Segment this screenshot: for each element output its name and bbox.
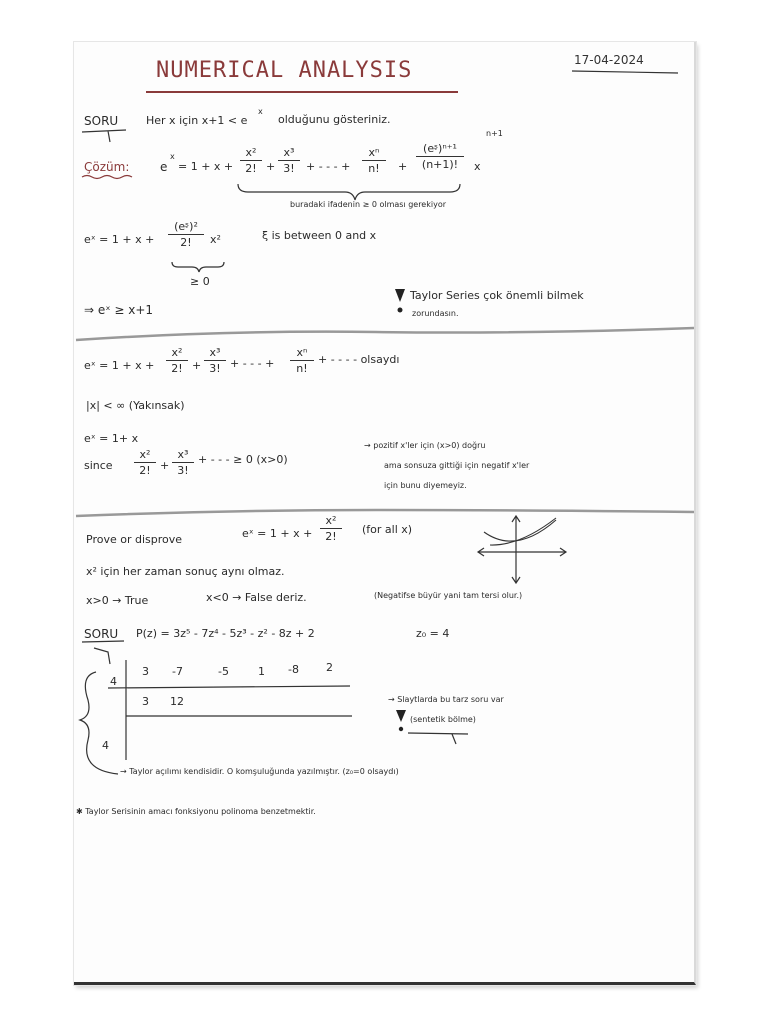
cozum-label: Çözüm: (84, 160, 130, 174)
series-brace (238, 184, 460, 200)
arrow-note-line2: ama sonsuza gittiği için negatif x'ler (384, 461, 530, 470)
xi-note: ξ is between 0 and x (262, 229, 377, 242)
synthetic-coef: -8 (288, 663, 299, 676)
fraction-remainder: (eᶳ)ⁿ⁺¹ (n+1)! (416, 142, 464, 171)
ge-zero: ≥ 0 (190, 275, 210, 288)
synthetic-result: 12 (170, 695, 184, 708)
negative-note: (Negatifse büyür yani tam tersi olur.) (374, 591, 523, 600)
s2-dots1: + - - - + (230, 357, 275, 370)
for-all: (for all x) (362, 523, 413, 536)
remainder-lhs: eˣ = 1 + x + (84, 233, 155, 246)
s2-dots2: + - - - - olsaydı (318, 353, 400, 366)
fraction-x3-3fact: x³ 3! (278, 146, 300, 175)
arrow-note-line3: için bunu diyemeyiz. (384, 481, 467, 490)
line-true: x>0 → True (86, 594, 149, 607)
synthetic-coef: 1 (258, 665, 265, 678)
cozum-underline (82, 176, 132, 179)
slide-note: → Slaytlarda bu tarz soru var (388, 695, 504, 704)
fraction-xn-nfact: xⁿ n! (362, 146, 386, 175)
synthetic-coef: -5 (218, 665, 229, 678)
synthetic-coef: 3 (142, 665, 149, 678)
synthetic-row-line-1 (108, 686, 350, 688)
fraction-x2-2fact: x² 2! (240, 146, 262, 175)
s2-fraction-xn: xⁿ n! (290, 346, 314, 375)
series-dots: + - - - + (306, 160, 351, 173)
x2-note: x² için her zaman sonuç aynı olmaz. (86, 565, 285, 578)
since-tail: + - - - ≥ 0 (x>0) (198, 453, 288, 466)
tail-exponent: n+1 (486, 129, 503, 138)
taylor-line: → Taylor açılımı kendisidir. O komşuluğunda yazılmıştır. (z₀=0 olsaydı) (120, 767, 399, 776)
line-false: x<0 → False deriz. (206, 591, 307, 604)
since-label: since (84, 459, 113, 472)
taylor-note-line1: Taylor Series çok önemli bilmek (410, 289, 584, 302)
conclusion: ⇒ eˣ ≥ x+1 (84, 303, 154, 317)
exp-graph (478, 516, 566, 583)
s3-fraction-x2: x² 2! (320, 514, 342, 543)
convergence: |x| < ∞ (Yakınsak) (86, 399, 185, 412)
section-divider-1 (76, 328, 694, 340)
since-plus: + (160, 459, 170, 472)
problem-exponent: x (258, 107, 263, 116)
synthetic-coef: -7 (172, 665, 183, 678)
soru2-label: SORU (84, 627, 119, 641)
fraction-remainder-2: (eᶳ)² 2! (168, 220, 204, 249)
date-underline (572, 71, 678, 73)
remainder-x2: x² (210, 233, 221, 246)
arrow-note-line1: → pozitif x'ler için (x>0) doğru (364, 441, 486, 450)
problem-text: Her x için x+1 < e (146, 114, 248, 127)
problem-end: olduğunu gösteriniz. (278, 113, 391, 126)
since-fraction-x2: x² 2! (134, 448, 156, 477)
soru-underline (82, 130, 126, 142)
s2-plus: + (192, 359, 202, 372)
final-note: ✱ Taylor Serisinin amacı fonksiyonu polinoma benzetmektir. (76, 807, 316, 816)
page-date: 17-04-2024 (574, 53, 644, 67)
plus-remainder: + (398, 160, 408, 173)
expansion-lhs: e (160, 160, 168, 174)
taylor-note-line2: zorundasın. (412, 309, 459, 318)
sentetik-note: (sentetik bölme) (410, 715, 476, 724)
section-divider-2 (76, 510, 694, 516)
tail-x: x (474, 160, 481, 173)
exclamation-mark-1 (395, 289, 405, 302)
soru2-underline (82, 641, 124, 664)
remainder-brace (172, 262, 224, 272)
prove-label: Prove or disprove (86, 533, 183, 546)
divisor-top: 4 (110, 675, 117, 688)
exclamation-dot-2 (399, 727, 403, 731)
page-title: NUMERICAL ANALYSIS (156, 58, 413, 83)
s2-fraction-x3: x³ 3! (204, 346, 226, 375)
divisor-bottom: 4 (102, 739, 109, 752)
expansion-lhs-exp: x (170, 152, 175, 161)
exclamation-dot-1 (398, 308, 403, 313)
brace-note: buradaki ifadenin ≥ 0 olması gerekiyor (290, 200, 446, 209)
s3-expansion: eˣ = 1 + x + (242, 527, 313, 540)
synthetic-coef: 2 (326, 661, 333, 674)
s2-expansion: eˣ = 1 + x + (84, 359, 155, 372)
expansion-start: = 1 + x + (178, 160, 234, 173)
since-fraction-x3: x³ 3! (172, 448, 194, 477)
s2-fraction-x2: x² 2! (166, 346, 188, 375)
exclamation-mark-2 (396, 710, 406, 722)
e-approx: eˣ = 1+ x (84, 432, 139, 445)
polynomial: P(z) = 3z⁵ - 7z⁴ - 5z³ - z² - 8z + 2 (136, 627, 315, 640)
synthetic-result: 3 (142, 695, 149, 708)
z0-value: z₀ = 4 (416, 627, 450, 640)
soru-label: SORU (84, 114, 119, 128)
plus-sign: + (266, 160, 276, 173)
sentetik-underline (408, 733, 468, 744)
